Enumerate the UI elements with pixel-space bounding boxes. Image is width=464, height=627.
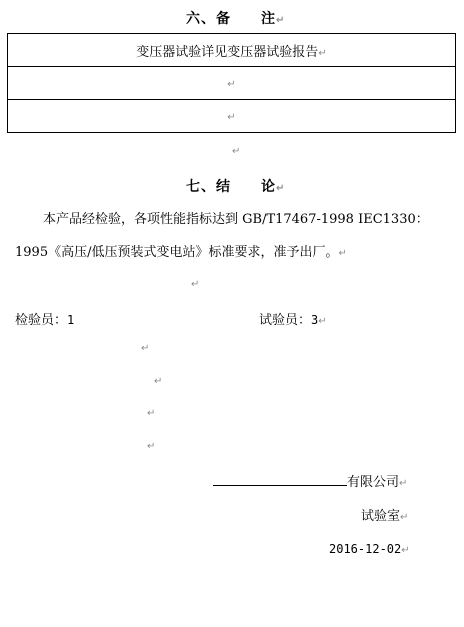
- remarks-cell[interactable]: [8, 67, 456, 100]
- inspector-value[interactable]: 1: [67, 313, 75, 327]
- paragraph-mark-icon: ↵: [401, 545, 410, 556]
- company-line: [213, 471, 407, 490]
- paragraph-mark-icon: ↵: [147, 441, 156, 452]
- paragraph-mark-icon: ↵: [338, 248, 347, 259]
- remarks-cell[interactable]: 变压器试验详见变压器试验报告↵: [8, 34, 456, 67]
- paragraph-mark-icon: ↵: [154, 376, 163, 387]
- paragraph-mark-icon: ↵: [318, 47, 327, 59]
- paragraph-mark-icon: ↵: [399, 478, 408, 489]
- remarks-cell[interactable]: [8, 100, 456, 133]
- conclusion-line-2: 1995《高压/低压预装式变电站》标准要求，准予出厂。↵: [15, 245, 347, 260]
- tester-signature: [259, 309, 327, 328]
- section-7-heading: 七、结 论↵: [186, 179, 286, 195]
- paragraph-mark-icon: ↵: [147, 408, 156, 419]
- inspector-label: 检验员：: [15, 313, 68, 328]
- paragraph-mark-icon: ↵: [276, 183, 286, 194]
- paragraph-mark-icon: ↵: [191, 279, 200, 290]
- remarks-table: [7, 33, 456, 133]
- table-row: [8, 34, 456, 67]
- conclusion-line-1: 本产品经检验，各项性能指标达到 GB/T17467-1998 IEC1330：: [43, 212, 429, 227]
- department-line: 试验室↵: [361, 509, 409, 524]
- company-name-blank[interactable]: [213, 473, 347, 486]
- tester-label: 试验员：: [259, 313, 312, 328]
- paragraph-mark-icon: ↵: [227, 111, 236, 123]
- inspector-signature: [15, 309, 74, 328]
- paragraph-mark-icon: ↵: [276, 15, 286, 26]
- report-date[interactable]: 2016-12-02: [329, 542, 402, 556]
- table-row: [8, 100, 456, 133]
- paragraph-mark-icon: ↵: [232, 146, 241, 157]
- paragraph-mark-icon: ↵: [400, 512, 409, 523]
- table-row: [8, 67, 456, 100]
- tester-value[interactable]: 3: [311, 313, 319, 327]
- section-6-heading: 六、备 注↵: [186, 11, 286, 27]
- paragraph-mark-icon: ↵: [227, 78, 236, 90]
- paragraph-mark-icon: ↵: [318, 316, 327, 327]
- paragraph-mark-icon: ↵: [141, 343, 150, 354]
- date-line: [329, 538, 410, 557]
- company-suffix: 有限公司: [347, 475, 400, 490]
